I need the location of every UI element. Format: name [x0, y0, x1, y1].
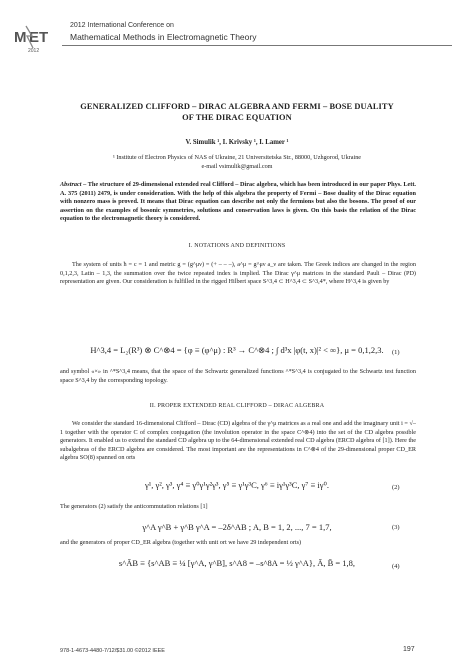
abstract-label: Abstract	[60, 181, 82, 188]
header-divider	[62, 45, 452, 46]
paragraph-generators: and the generators of proper CD_ER algebra (together with unit ort we have 29 independent orts)	[60, 539, 302, 546]
paper-authors: V. Simulik ¹, I. Krivsky ¹, I. Lamer ¹	[185, 139, 289, 146]
svg-text:ET: ET	[29, 29, 49, 46]
equation-3-number: (3)	[392, 524, 400, 531]
equation-1-number: (1)	[392, 349, 400, 356]
equation-4: s^ĀB ≡ {s^AB ≡ ¼ [γ^A, γ^B], s^A8 = –s^8A = ½ γ^A}, Ā, B̄ = 1,8,	[118, 558, 356, 568]
equation-1: H^3,4 = L₂(R³) ⊗ C^⊗4 = {φ ≡ (φ^μ) : R³ → C^⊗4 ; ∫ d³x |φ(t, x)|² < ∞}, μ = 0,1,2,3.	[90, 345, 384, 355]
svg-text:M: M	[14, 29, 27, 46]
paragraph-schwartz: and symbol «×» in ^*S^3,4 means, that the space of the Schwartz generalized functions ^*S^3,4 is conjugated to the Schwartz test function space S^3,4 by the corresponding topology.	[60, 368, 416, 384]
paragraph-anticommutation: The generators (2) satisfy the anticommutation relations [1]	[60, 503, 208, 510]
paragraph-notations: The system of units ħ = c = 1 and metric g = (g^μν) = (+ – – –), a^μ = g^μν a_ν are taken. The Greek indices are changed in the region 0,1,2,3, Latin – 1,3, the summation over the twice repeated index is implied. The Dirac γ^μ matrices in the standard Pauli – Dirac (PD) representation are given. Our consideration is fulfilled in the rigged Hilbert space S^3,4 ⊂ H^3,4 ⊂ S^3,4*, where H^3,4 is given by	[60, 261, 416, 286]
svg-text:2012: 2012	[28, 48, 40, 54]
section-heading-1: I. NOTATIONS AND DEFINITIONS	[188, 243, 286, 249]
title-line-2: OF THE DIRAC EQUATION	[182, 113, 292, 122]
equation-3: γ^A γ^B + γ^B γ^A = –2δ^AB ; A, B = 1, 2, ..., 7 = 1,7,	[142, 522, 332, 532]
equation-4-number: (4)	[392, 563, 400, 570]
conference-title: Mathematical Methods in Electromagnetic Theory	[70, 32, 257, 42]
affiliation	[30, 154, 444, 171]
affiliation-line: ¹ Institute of Electron Physics of NAS of Ukraine, 21 Universitetska Str., 88000, Uzhgorod, Ukraine	[112, 154, 362, 161]
conference-year: 2012 International Conference on	[70, 22, 174, 29]
paper-title	[30, 101, 444, 123]
paragraph-cd-algebra: We consider the standard 16-dimensional Clifford – Dirac (CD) algebra of the γ^μ matrices as a real one and add the imaginary unit i = √–1 together with the operator C of complex conjugation (the involution operator in the space C^⊗4) into the set of the CD algebra possible generators. It enabled us to extend the standard CD algebra up to the 64-dimensional extended real CD algebra (ERCD algebra of [1]). Here the subalgebras of the ERCD algebra are considered. The most important are the representations in C^⊗4 of the 29-dimensional proper CD_ER algebra SO(8) spanned on orts	[60, 420, 416, 462]
abstract	[60, 181, 416, 224]
title-line-1: GENERALIZED CLIFFORD – DIRAC ALGEBRA AND FERMI – BOSE DUALITY	[80, 102, 394, 111]
equation-2-number: (2)	[392, 484, 400, 491]
section-heading-2: II. PROPER EXTENDED REAL CLIFFORD – DIRAC ALGEBRA	[149, 403, 325, 409]
conference-logo	[12, 18, 52, 58]
abstract-text: – The structure of 29-dimensional extended real Clifford – Dirac algebra, which has been introduced in our paper Phys. Lett. A. 375 (2011) 2479, is under consideration. With the help of this algebra the property of Fermi – Bose duality of the Dirac equation with nonzero mass is proved. It means that Dirac equation can describe not only the fermions but also the bosons. The proof of our assertion on the examples of bosonic symmetries, solutions and conservation laws is given. On this basis the relation of the Dirac equation to the electromagnetic theory is considered.	[60, 181, 416, 223]
page-number: 197	[403, 646, 415, 653]
equation-2: γ¹, γ², γ³, γ⁴ ≡ γ⁰γ¹γ²γ³, γ⁵ ≡ γ¹γ³C, γ⁶ ≡ iγ¹γ³C, γ⁷ ≡ iγ⁰.	[144, 480, 330, 490]
author-email: e-mail vsimulik@gmail.com	[201, 162, 273, 170]
footer-isbn: 978-1-4673-4480-7/12/$31.00 ©2012 IEEE	[60, 648, 165, 654]
